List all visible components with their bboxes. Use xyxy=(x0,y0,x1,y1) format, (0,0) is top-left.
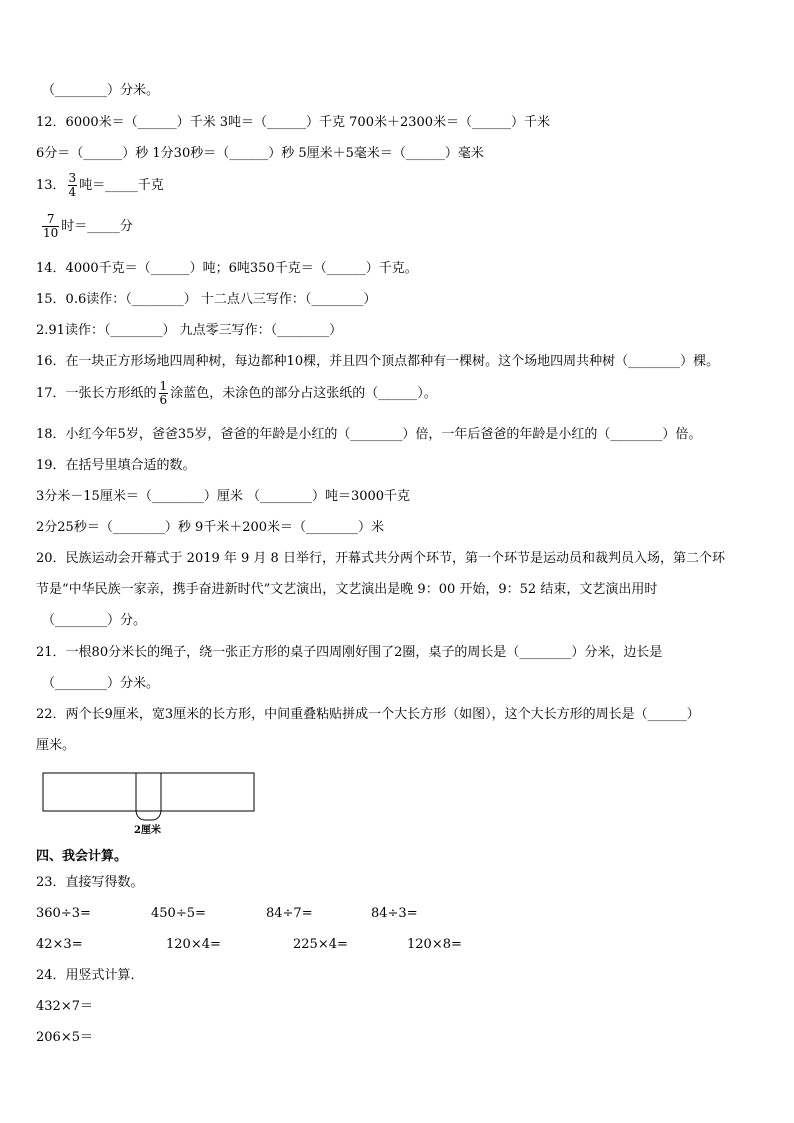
question-15-line-2: 2.91读作：（________） 九点零三写作：（________） xyxy=(36,323,343,338)
question-13-line-1-text: 吨＝_____千克 xyxy=(79,178,164,193)
question-12-line-1: 12．6000米＝（______）千米 3吨＝（______）千克 700米＋2300米＝（______）千米 xyxy=(36,115,551,130)
question-13-number: 13． xyxy=(36,178,66,193)
question-20-line-2: 节是“中华民族一家亲，携手奋进新时代”文艺演出，文艺演出是晚 9：00 开始，9：52 结束，文艺演出用时 xyxy=(36,582,658,597)
vertical-calc-item-2: 206×5＝ xyxy=(36,1030,93,1045)
question-20-line-1: 20．民族运动会开幕式于 2019 年 9 月 8 日举行，开幕式共分两个环节，第一个环节是运动员和裁判员入场，第二个环 xyxy=(36,551,725,566)
question-19: 19．在括号里填合适的数。 xyxy=(36,458,196,473)
question-11-tail: （________）分米。 xyxy=(42,83,160,98)
question-15-line-1: 15．0.6读作：（________） 十二点八三写作：（________） xyxy=(36,292,377,307)
calc-item: 450÷5= xyxy=(151,906,206,921)
big-rectangle-outline xyxy=(43,773,254,811)
question-22-line-2: 厘米。 xyxy=(36,738,76,753)
question-17-text-a: 17．一张长方形纸的 xyxy=(36,386,157,401)
question-21-line-1: 21．一根80分米长的绳子，绕一张正方形的桌子四周刚好围了2圈，桌子的周长是（________）分米，边长是 xyxy=(36,645,663,660)
question-17-text-b: 涂蓝色，未涂色的部分占这张纸的（______）。 xyxy=(170,386,437,401)
question-16: 16．在一块正方形场地四周种树，每边都种10棵，并且四个顶点都种有一棵树。这个场地四周共种树（________）棵。 xyxy=(36,354,720,369)
fraction-seven-tenths: $\frac{7}{10}$ xyxy=(43,212,59,240)
question-22-line-1: 22．两个长9厘米，宽3厘米的长方形，中间重叠粘贴拼成一个大长方形（如图），这个大长方形的周长是（______） xyxy=(36,707,700,722)
fraction-one-sixth: $\frac{1}{6}$ xyxy=(159,379,168,407)
question-12-line-2: 6分＝（______）秒 1分30秒＝（______）秒 5厘米＋5毫米＝（______）毫米 xyxy=(36,146,484,161)
question-20-line-3: （________）分。 xyxy=(42,613,147,628)
calc-item: 42×3= xyxy=(36,937,83,952)
question-23: 23．直接写得数。 xyxy=(36,875,144,890)
question-21-line-2: （________）分米。 xyxy=(42,676,160,691)
calc-item: 84÷3= xyxy=(371,906,418,921)
vertical-calc-item-1: 432×7＝ xyxy=(36,999,93,1014)
question-19-line-1: 3分米－15厘米＝（________）厘米 （________）吨＝3000千克 xyxy=(36,489,411,504)
question-24: 24．用竖式计算． xyxy=(36,968,144,983)
question-18: 18．小红今年5岁，爸爸35岁，爸爸的年龄是小红的（________）倍，一年后爸爸的年龄是小红的（________）倍。 xyxy=(36,427,702,442)
question-14: 14．4000千克＝（______）吨；6吨350千克＝（______）千克。 xyxy=(36,261,418,276)
overlap-brace xyxy=(136,811,161,820)
question-17 xyxy=(36,380,437,407)
calc-item: 120×4= xyxy=(166,937,221,952)
calc-item: 225×4= xyxy=(293,937,348,952)
overlap-width-label: 2厘米 xyxy=(134,825,161,836)
question-13-line-2 xyxy=(40,213,133,240)
question-19-line-2: 2分25秒＝（________）秒 9千米＋200米＝（________）米 xyxy=(36,520,385,535)
section-4-heading: 四、我会计算。 xyxy=(36,849,128,864)
question-13-line-1 xyxy=(36,172,164,199)
overlap-rectangles-figure xyxy=(40,770,260,840)
calc-item: 84÷7= xyxy=(266,906,313,921)
calc-item: 120×8= xyxy=(407,937,462,952)
fraction-three-quarters: $\frac{3}{4}$ xyxy=(68,171,77,199)
calc-item: 360÷3= xyxy=(36,906,91,921)
question-13-line-2-text: 时＝_____分 xyxy=(61,219,133,234)
